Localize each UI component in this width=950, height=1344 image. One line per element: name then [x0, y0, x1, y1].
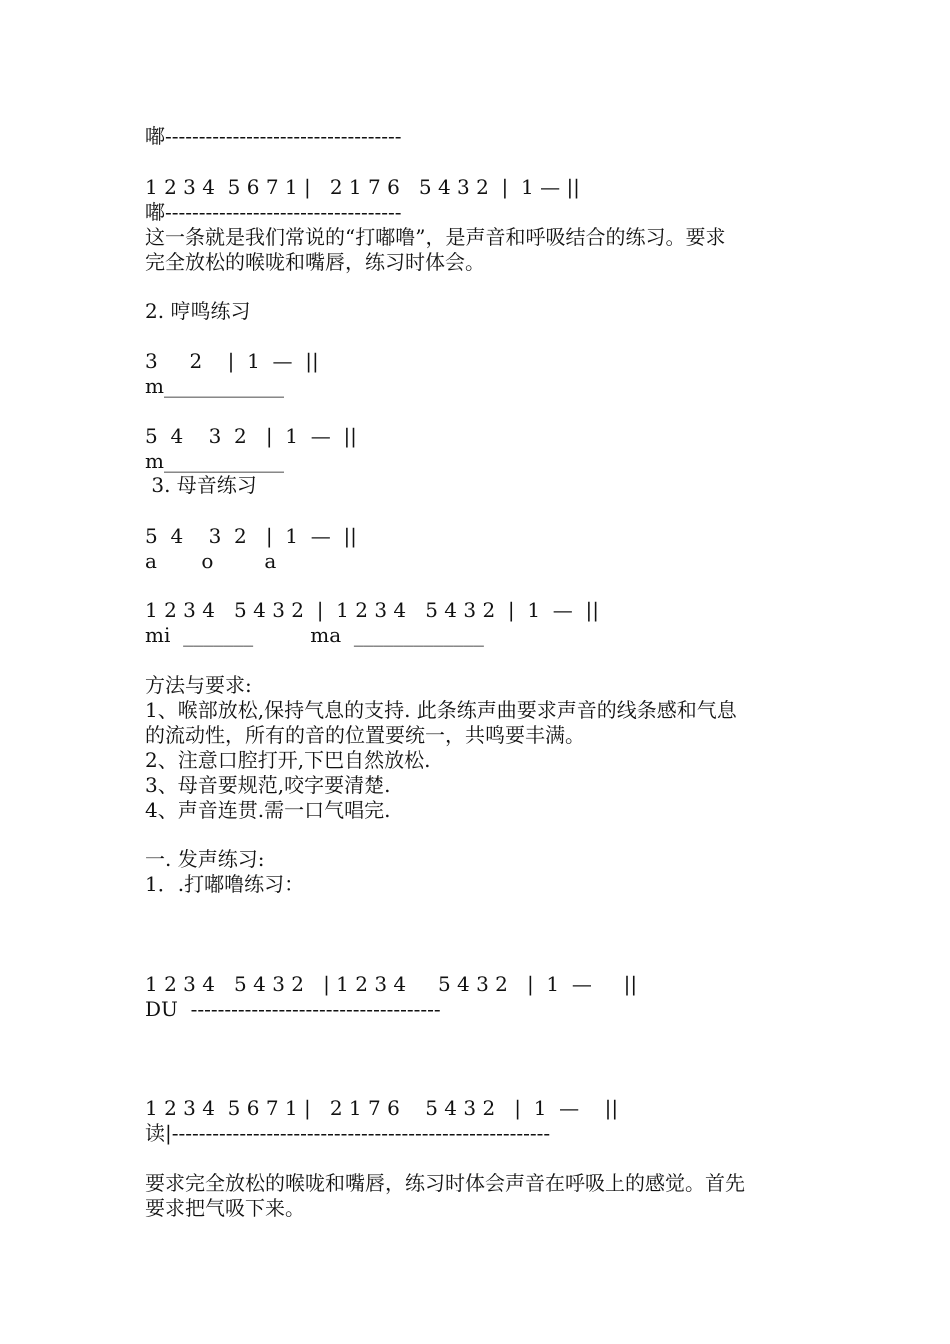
lyric-line-du: DU ------------------------------------- — [145, 997, 441, 1021]
methods-heading: 方法与要求: — [145, 673, 252, 697]
notation-line-3: 5 4 3 2 | 1 — || — [145, 424, 357, 448]
section-heading-humming: 2. 哼鸣练习 — [145, 299, 251, 323]
subsection-heading-dulu: 1．.打嘟噜练习： — [145, 872, 305, 896]
notation-line-5: 1 2 3 4 5 4 3 2 | 1 2 3 4 5 4 3 2 | 1 — || — [145, 598, 599, 622]
notation-line-2: 3 2 | 1 — || — [145, 349, 319, 373]
text-line-dulu-2: 嘟----------------------------------- — [145, 200, 402, 224]
section-heading-vowels: 3. 母音练习 — [145, 473, 257, 497]
list-item: 4、声音连贯.需一口气唱完. — [145, 798, 391, 822]
notation-line-4: 5 4 3 2 | 1 — || — [145, 524, 357, 548]
section-heading-vocalization: 一. 发声练习: — [145, 847, 265, 871]
list-item-continuation: 的流动性，所有的音的位置要统一，共鸣要丰满。 — [145, 723, 585, 747]
lyric-line-vowels: a o a — [145, 549, 277, 573]
lyric-line-m: m____________ — [145, 449, 284, 473]
paragraph-line: 完全放松的喉咙和嘴唇，练习时体会。 — [145, 250, 485, 274]
notation-line-7: 1 2 3 4 5 6 7 1 | 2 1 7 6 5 4 3 2 | 1 — || — [145, 1096, 619, 1120]
list-item: 1、喉部放松,保持气息的支持. 此条练声曲要求声音的线条感和气息 — [145, 698, 737, 722]
lyric-line-m: m____________ — [145, 374, 284, 398]
paragraph-line: 要求把气吸下来。 — [145, 1196, 305, 1220]
list-item: 2、注意口腔打开,下巴自然放松. — [145, 748, 431, 772]
notation-line-1: 1 2 3 4 5 6 7 1 | 2 1 7 6 5 4 3 2 | 1 — || — [145, 175, 580, 199]
paragraph-line: 要求完全放松的喉咙和嘴唇，练习时体会声音在呼吸上的感觉。首先 — [145, 1171, 745, 1195]
lyric-line-du-read: 读|-------------------------------------------------------- — [145, 1121, 551, 1145]
notation-line-6: 1 2 3 4 5 4 3 2 | 1 2 3 4 5 4 3 2 | 1 — || — [145, 972, 638, 996]
list-item: 3、母音要规范,咬字要清楚. — [145, 773, 391, 797]
paragraph-line: 这一条就是我们常说的“打嘟噜”，是声音和呼吸结合的练习。要求 — [145, 225, 726, 249]
lyric-line-mi-ma: mi _______ ma _____________ — [145, 623, 484, 647]
text-line-dulu-1: 嘟----------------------------------- — [145, 124, 402, 148]
